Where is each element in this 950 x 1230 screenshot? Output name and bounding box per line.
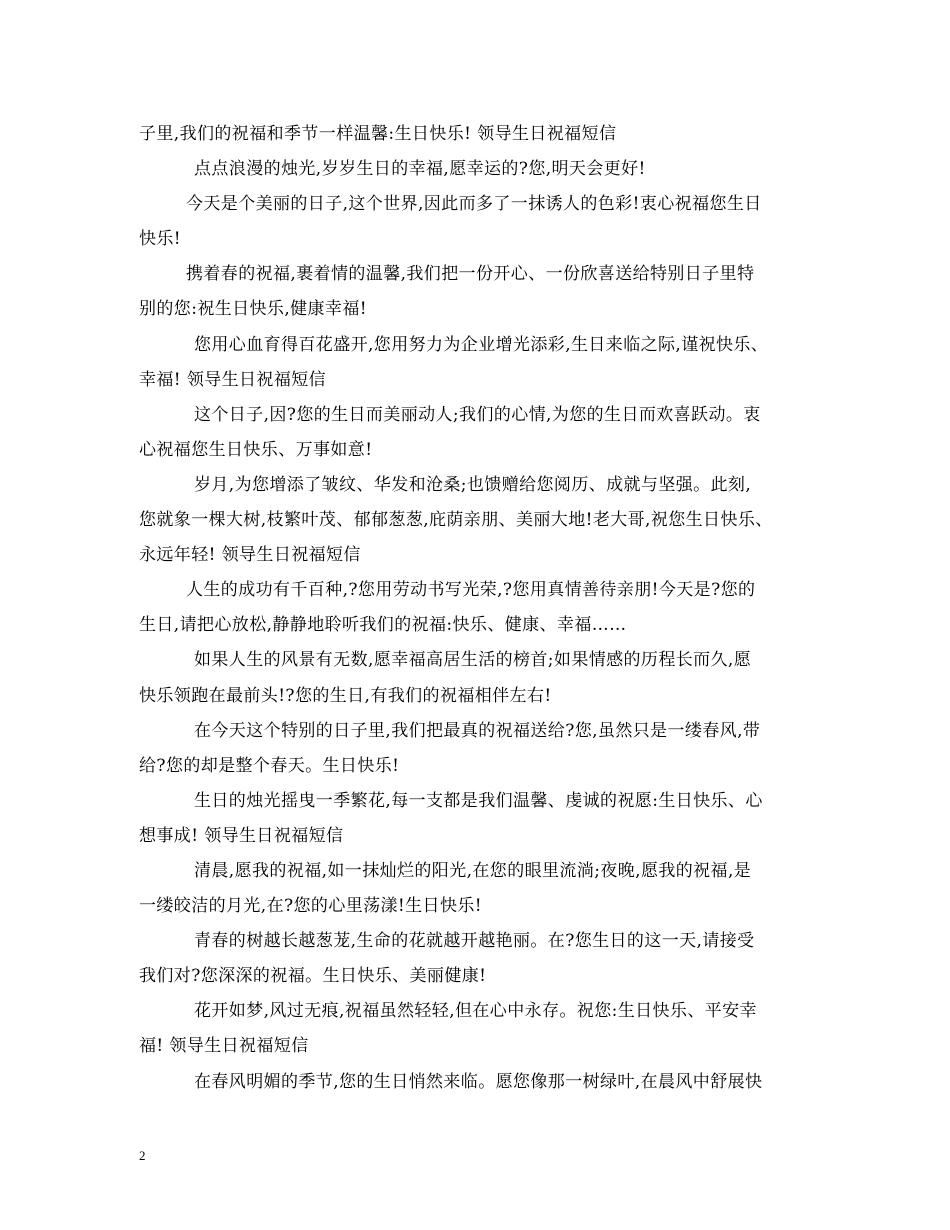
text-line: 一缕皎洁的月光,在?您的心里荡漾!生日快乐! [139,896,482,917]
text-line: 心祝福您生日快乐、万事如意! [139,439,373,460]
text-line: 想事成! 领导生日祝福短信 [139,825,344,846]
text-line: 在今天这个特别的日子里,我们把最真的祝福送给?您,虽然只是一缕春风,带 [194,720,761,741]
text-line: 福! 领导生日祝福短信 [139,1036,309,1057]
text-line: 您用心血育得百花盛开,您用努力为企业增光添彩,生日来临之际,谨祝快乐、 [194,334,769,355]
text-line: 永远年轻! 领导生日祝福短信 [139,545,361,566]
text-line: 在春风明媚的季节,您的生日悄然来临。愿您像那一树绿叶,在晨风中舒展快 [194,1071,763,1092]
text-line: 花开如梦,风过无痕,祝福虽然轻轻,但在心中永存。祝您:生日快乐、平安幸 [194,1001,757,1022]
text-line: 携着春的祝福,裹着情的温馨,我们把一份开心、一份欣喜送给特别日子里特 [186,264,755,285]
text-line: 青春的树越长越葱茏,生命的花就越开越艳丽。在?您生日的这一天,请接受 [194,931,755,952]
text-line: 别的您:祝生日快乐,健康幸福! [139,299,367,320]
text-line: 您就象一棵大树,枝繁叶茂、郁郁葱葱,庇荫亲朋、美丽大地!老大哥,祝您生日快乐、 [139,510,773,531]
text-line: 给?您的却是整个春天。生日快乐! [139,755,400,776]
text-line: 这个日子,因?您的生日而美丽动人;我们的心情,为您的生日而欢喜跃动。衷 [194,404,761,425]
text-line: 快乐领跑在最前头!?您的生日,有我们的祝福相伴左右! [139,685,552,706]
text-line: 岁月,为您增添了皱纹、华发和沧桑;也馈赠给您阅历、成就与坚强。此刻, [194,474,752,495]
text-line: 人生的成功有千百种,?您用劳动书写光荣,?您用真情善待亲朋!今天是?您的 [186,580,756,601]
text-line: 生日的烛光摇曳一季繁花,每一支都是我们温馨、虔诚的祝愿:生日快乐、心 [194,790,763,811]
text-line: 生日,请把心放松,静静地聆听我们的祝福:快乐、健康、幸福…… [139,615,627,636]
text-line: 我们对?您深深的祝福。生日快乐、美丽健康! [139,966,487,987]
text-line: 清晨,愿我的祝福,如一抹灿烂的阳光,在您的眼里流淌;夜晚,愿我的祝福,是 [194,860,752,881]
text-line: 快乐! [139,229,182,250]
text-line: 如果人生的风景有无数,愿幸福高居生活的榜首;如果情感的历程长而久,愿 [194,650,752,671]
text-line: 子里,我们的祝福和季节一样温馨:生日快乐! 领导生日祝福短信 [139,124,617,144]
page-number: 2 [139,1148,146,1163]
text-line: 点点浪漫的烛光,岁岁生日的幸福,愿幸运的?您,明天会更好! [194,159,646,180]
body-text [139,117,815,1100]
text-line: 幸福! 领导生日祝福短信 [139,369,327,390]
text-line: 今天是个美丽的日子,这个世界,因此而多了一抹诱人的色彩!衷心祝福您生日 [186,194,762,215]
